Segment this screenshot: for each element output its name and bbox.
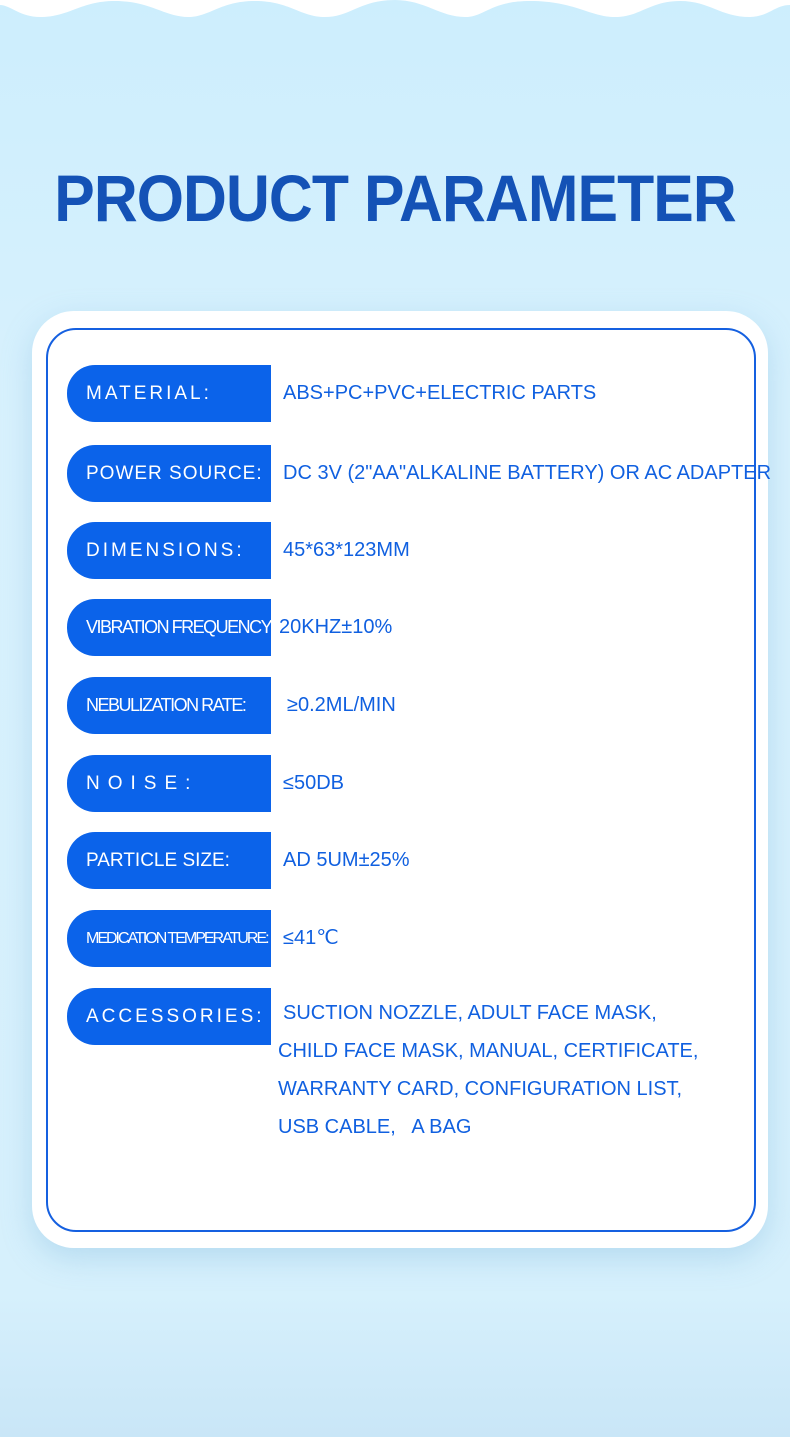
param-row-noise [67, 755, 767, 812]
param-label: ACCESSORIES: [67, 988, 271, 1045]
param-value: 20KHZ±10% [279, 616, 393, 638]
param-value: ≥0.2ML/MIN [287, 694, 396, 716]
param-value: ≤41℃ [283, 927, 339, 949]
param-label: VIBRATION FREQUENCY: [67, 599, 271, 656]
param-label: MATERIAL: [67, 365, 271, 422]
param-row-particle-size [67, 832, 767, 889]
param-row-material [67, 365, 767, 422]
param-value: ≤50DB [283, 772, 345, 794]
param-row-nebulization-rate [67, 677, 767, 734]
param-label: PARTICLE SIZE: [67, 832, 271, 889]
accessories-line: CHILD FACE MASK, MANUAL, CERTIFICATE, [278, 1040, 699, 1062]
wave-decoration [0, 0, 790, 30]
accessories-line: WARRANTY CARD, CONFIGURATION LIST, [278, 1078, 683, 1100]
param-label: DIMENSIONS: [67, 522, 271, 579]
param-row-dimensions [67, 522, 767, 579]
accessories-line: USB CABLE, A BAG [278, 1116, 472, 1138]
param-label: POWER SOURCE: [67, 445, 271, 502]
param-row-vibration-frequency [67, 599, 767, 656]
param-value: DC 3V (2"AA"ALKALINE BATTERY) OR AC ADAPTER [283, 462, 772, 484]
param-row-power-source [67, 445, 772, 502]
accessories-line: SUCTION NOZZLE, ADULT FACE MASK, [283, 1002, 657, 1024]
param-label: MEDICATION TEMPERATURE: [67, 910, 271, 967]
param-value: ABS+PC+PVC+ELECTRIC PARTS [283, 382, 597, 404]
param-value: AD 5UM±25% [283, 849, 410, 871]
param-label: NOISE: [67, 755, 271, 812]
param-row-medication-temperature [67, 910, 767, 967]
param-label: NEBULIZATION RATE: [67, 677, 271, 734]
param-value: 45*63*123MM [283, 539, 410, 561]
page-title: PRODUCT PARAMETER [54, 161, 736, 235]
